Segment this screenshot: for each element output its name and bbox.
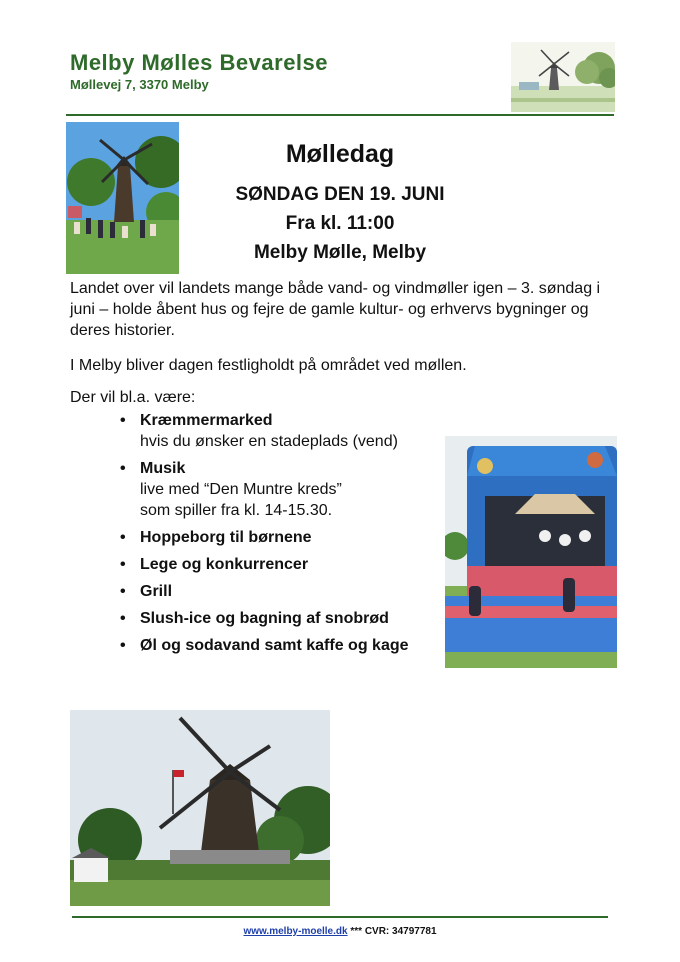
list-item-title: • Lege og konkurrencer xyxy=(140,556,309,573)
intro-paragraph: Landet over vil landets mange både vand- og vindmøller igen – 3. søndag i juni – holde åbent hus og fejre de gamle kultur- og erhvervs bygninger og deres historier. xyxy=(70,280,601,339)
event-time: Fra kl. 11:00 xyxy=(285,213,395,234)
bouncy-castle-photo xyxy=(445,436,617,668)
list-item-title: • Grill xyxy=(140,583,173,600)
event-date: SØNDAG DEN 19. JUNI xyxy=(235,184,445,205)
header-divider xyxy=(66,114,614,116)
footer-divider xyxy=(72,916,608,918)
cvr-number: CVR: 34797781 xyxy=(364,926,437,937)
list-item xyxy=(120,410,460,452)
website-link[interactable]: www.melby-moelle.dk xyxy=(243,926,348,937)
list-item-title: • Slush-ice og bagning af snobrød xyxy=(140,610,389,627)
activity-list xyxy=(120,410,460,662)
local-paragraph: I Melby bliver dagen festligholdt på området ved møllen. xyxy=(70,357,467,374)
list-item-title: • Øl og sodavand samt kaffe og kage xyxy=(140,637,409,654)
windmill-crowd-photo xyxy=(66,122,179,274)
footer-separator: *** xyxy=(347,926,365,937)
lead-text: Der vil bl.a. være: xyxy=(70,389,196,406)
melby-windmill-photo xyxy=(70,710,330,906)
organization-name: Melby Mølles Bevarelse xyxy=(70,50,329,75)
event-place: Melby Mølle, Melby xyxy=(253,242,427,263)
list-item xyxy=(120,608,460,629)
list-item xyxy=(120,581,460,602)
list-item xyxy=(120,554,460,575)
list-item-title: • Musik xyxy=(140,460,186,477)
footer xyxy=(0,926,680,937)
organization-address: Møllevej 7, 3370 Melby xyxy=(70,77,209,92)
list-item-detail: hvis du ønsker en stadeplads (vend) xyxy=(140,433,398,450)
list-item-detail: live med “Den Muntre kreds” xyxy=(140,481,342,498)
list-item-title: • Kræmmermarked xyxy=(140,412,273,429)
event-title: Mølledag xyxy=(285,140,395,168)
list-item xyxy=(120,458,460,521)
list-item xyxy=(120,527,460,548)
list-item-detail: som spiller fra kl. 14-15.30. xyxy=(140,502,333,519)
list-item xyxy=(120,635,460,656)
header-windmill-image xyxy=(511,42,615,112)
list-item-title: • Hoppeborg til børnene xyxy=(140,529,312,546)
